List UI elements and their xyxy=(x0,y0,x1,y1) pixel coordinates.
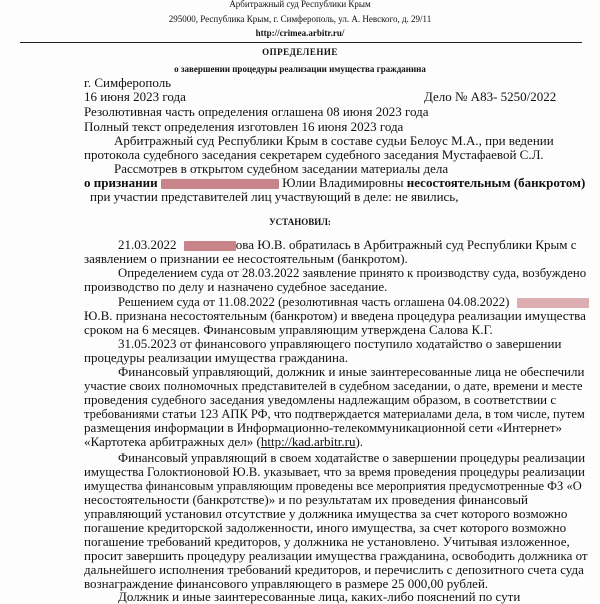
body-p1-line-1 xyxy=(118,238,577,252)
body-p6-line-3: имущества финансовым управляющим проведены все мероприятия предусмотренные ФЗ «О xyxy=(84,479,582,493)
intro-line-2: протокола судебного заседания секретарем судебного заседания Мустафаевой С.Л. xyxy=(84,147,544,162)
kad-arbitr-link[interactable]: http://kad.arbitr.ru xyxy=(260,434,356,449)
matter-prefix: о признании xyxy=(84,175,158,190)
attendance-line: при участии представителей лиц участвующий в деле: не явились, xyxy=(90,189,459,204)
body-p4-line-2: процедуры реализации имущества гражданина. xyxy=(84,350,348,365)
body-p5-line-1: Финансовый управляющий, должник и иные заинтересованные лица не обеспечили xyxy=(118,364,585,379)
redacted-surname-3 xyxy=(517,298,589,308)
body-p6-line-7: погашение требований кредиторов, у должника не установлено. Учитывая изложенное, xyxy=(84,534,570,549)
body-p1-line-2: заявлением о признании ее несостоятельным (банкротом). xyxy=(84,251,408,266)
document-subtitle: о завершении процедуры реализации имущества гражданина xyxy=(174,64,426,74)
p5-post: ). xyxy=(355,434,364,449)
body-p3-line-3: сроком на 6 месяцев. Финансовым управляющим утверждена Салова К.Г. xyxy=(84,322,493,337)
p1-rest: ова Ю.В. обратилась в Арбитражный суд Республики Крым с xyxy=(235,237,577,252)
body-p2-line-1: Определением суда от 28.03.2022 заявление принято к производству суда, возбуждено xyxy=(118,266,587,280)
matter-suffix: несостоятельным (банкротом) xyxy=(406,175,586,190)
intro-line-1: Арбитражный суд Республики Крым в составе судьи Белоус М.А., при ведении xyxy=(114,133,554,148)
body-p5-line-6 xyxy=(84,435,363,449)
p5-pre: «Картотека арбитражных дел» ( xyxy=(84,434,261,449)
body-p2-line-2: производство по делу и назначено судебное заседание. xyxy=(84,279,388,294)
p3-text: Решением суда от 11.08.2022 (резолютивная часть оглашена 04.08.2022) xyxy=(118,295,510,309)
body-p6-line-8: просит завершить процедуру реализации имущества гражданина, освободить должника от xyxy=(84,548,588,563)
body-p6-line-4: несостоятельности (банкротстве)» и по результатам их проведения финансовый xyxy=(84,492,528,507)
body-p5-line-4: требованиями статьи 123 АПК РФ, что подтверждается материалами дела, в том числе, путем xyxy=(84,407,585,421)
city: г. Симферополь xyxy=(84,75,172,90)
body-p7-line-1: Должник и иные заинтересованные лица, каких-либо пояснений по сути xyxy=(118,589,521,604)
document-title: ОПРЕДЕЛЕНИЕ xyxy=(262,47,338,57)
established-heading: УСТАНОВИЛ: xyxy=(269,217,331,227)
header-rule xyxy=(20,42,582,43)
ruling-date: 16 июня 2023 года xyxy=(84,89,186,104)
body-p6-line-9: дальнейшего исполнения требований кредиторов, и перечислить с депозитного счета суда xyxy=(84,562,584,577)
redacted-surname-2 xyxy=(184,241,236,251)
body-p6-line-6: погашение кредиторской задолженности, иного имущества, за счет которого возможно xyxy=(84,520,567,535)
body-p6-line-2: имущества Голоктионовой Ю.В. указывает, что за время проведения процедуры реализации xyxy=(84,465,585,479)
body-p6-line-1: Финансовый управляющий в своем ходатайстве о завершении процедуры реализации xyxy=(118,451,586,465)
body-p3-line-1 xyxy=(118,295,589,309)
body-p5-line-2: участие своих полномочных представителей в судебном заседании, о дате, времени и месте xyxy=(84,379,583,393)
court-address: 295000, Республика Крым, г. Симферополь, ул. А. Невского, д. 29/11 xyxy=(168,14,432,24)
p1-date: 21.03.2022 xyxy=(118,237,177,252)
full-text-date: Полный текст определения изготовлен 16 июня 2023 года xyxy=(84,119,404,134)
body-p3-line-2: Ю.В. признана несостоятельным (банкротом) и введена процедура реализации имущества xyxy=(84,308,586,323)
matter-line xyxy=(84,176,585,190)
body-p6-line-5: управляющий установил отсутствие у должника имущества за счет которого возможно xyxy=(84,506,568,521)
redacted-surname xyxy=(161,179,279,189)
body-p5-line-5: размещения информации в Информационно-телекоммуникационной сети «Интернет» xyxy=(84,420,563,435)
resolution-announced: Резолютивная часть определения оглашена 08 июня 2023 года xyxy=(84,104,429,119)
body-p5-line-3: проведения судебного заседания уведомлены надлежащим образом, в соответствии с xyxy=(84,392,557,407)
body-p4-line-1: 31.05.2023 от финансового управляющего поступило ходатайство о завершении xyxy=(118,336,562,351)
intro-line-3: Рассмотрев в открытом судебном заседании материалы дела xyxy=(114,161,449,176)
court-name: Арбитражный суд Республики Крым xyxy=(229,0,371,9)
court-website: http://crimea.arbitr.ru/ xyxy=(255,28,345,38)
case-number: Дело № А83- 5250/2022 xyxy=(424,89,557,104)
body-p6-line-10: вознаграждение финансового управляющего в размере 25 000,00 рублей. xyxy=(84,576,489,591)
matter-name: Юлии Владимировны xyxy=(282,175,404,190)
